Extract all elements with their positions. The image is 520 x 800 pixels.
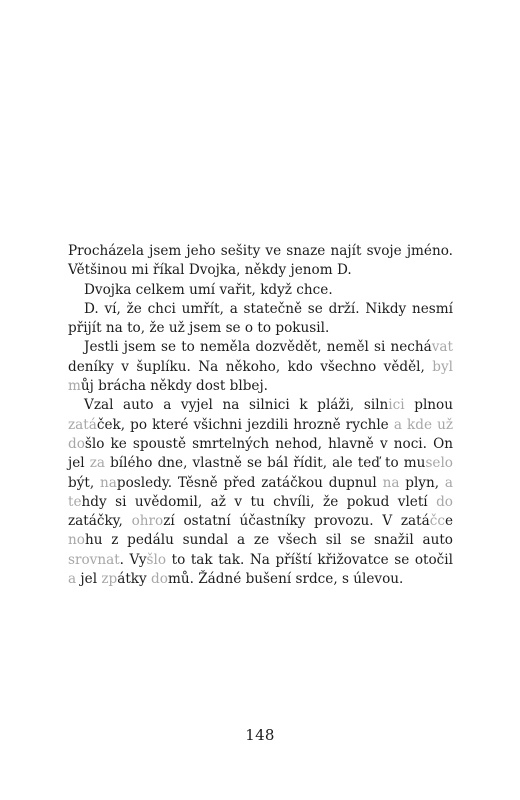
text-segment: bílého dne, vlastně se bál řídit, ale teď to mu (105, 455, 426, 472)
text-segment: šlo ke spoustě smrtelných nehod, hlavně v noci. On jel (68, 435, 453, 472)
paragraph-1 (68, 242, 453, 281)
faded-text-segment: selo (425, 455, 453, 472)
text-segment: e (444, 513, 453, 530)
text-segment: jel (76, 571, 102, 588)
text-segment: zatáčky, (68, 513, 132, 530)
paragraph-2 (68, 281, 453, 300)
paragraph-3 (68, 300, 453, 339)
text-segment: být, (68, 474, 100, 491)
text-segment: hu z pedálu sundal a ze všech sil se snažil auto (84, 532, 453, 549)
faded-text-segment: a (68, 571, 77, 588)
faded-text-segment: byl m (68, 358, 453, 395)
text-segment: . Vy (119, 551, 147, 568)
text-segment: plyn, (399, 474, 445, 491)
text-segment: deníky v šuplíku. Na někoho, kdo všechno věděl, (68, 358, 433, 375)
faded-text-segment: do (151, 571, 168, 588)
faded-text-segment: čc (429, 513, 445, 530)
faded-text-segment: no (68, 532, 85, 549)
faded-text-segment: a kde už do (68, 416, 453, 452)
text-segment: Dvojka celkem umí vařit, když chce. (84, 281, 333, 298)
text-segment: zí ostatní účastníky provozu. V zatá (163, 513, 430, 530)
faded-text-segment: zatá (68, 416, 97, 433)
text-segment: átky (117, 571, 152, 588)
faded-text-segment: za (89, 455, 105, 472)
faded-text-segment: na (100, 474, 117, 491)
text-segment: ček, po které všichni jezdili hrozně rychle (96, 416, 394, 433)
text-segment: Procházela jsem jeho sešity ve snaze najít svoje jméno. Většinou mi říkal Dvojka, někdy jenom D. (68, 243, 453, 279)
text-segment: to tak tak. Na příští křižovatce se otočil (166, 551, 453, 568)
body-text (68, 242, 453, 589)
text-segment: plnou (404, 397, 453, 414)
faded-text-segment: do (436, 493, 453, 510)
faded-text-segment: vat (431, 339, 453, 356)
paragraph-4 (68, 338, 453, 396)
faded-text-segment: zp (101, 571, 118, 588)
text-segment: hdy si uvědomil, až v tu chvíli, že pokud vletí (81, 493, 437, 510)
faded-text-segment: ohro (131, 513, 164, 530)
text-segment: mů. Žádné bušení srdce, s úlevou. (167, 571, 404, 588)
faded-text-segment: na (382, 474, 400, 491)
faded-text-segment: ici (388, 397, 405, 414)
text-segment: posledy. Těsně před zatáčkou dupnul (116, 474, 383, 491)
faded-text-segment: šlo (146, 551, 167, 568)
text-segment: ůj brácha někdy dost blbej. (80, 378, 268, 395)
faded-text-segment: srovnat (68, 551, 120, 568)
page-number: 148 (245, 726, 275, 744)
text-segment: Jestli jsem se to neměla dozvědět, neměl si nechá (84, 339, 432, 356)
paragraph-5 (68, 396, 453, 589)
faded-text-segment: a te (68, 474, 453, 510)
text-segment: D. ví, že chci umřít, a statečně se drží. Nikdy nesmí přijít na to, že už jsem se o to pokusil. (68, 300, 453, 337)
text-segment: Vzal auto a vyjel na silnici k pláži, siln (84, 397, 389, 414)
